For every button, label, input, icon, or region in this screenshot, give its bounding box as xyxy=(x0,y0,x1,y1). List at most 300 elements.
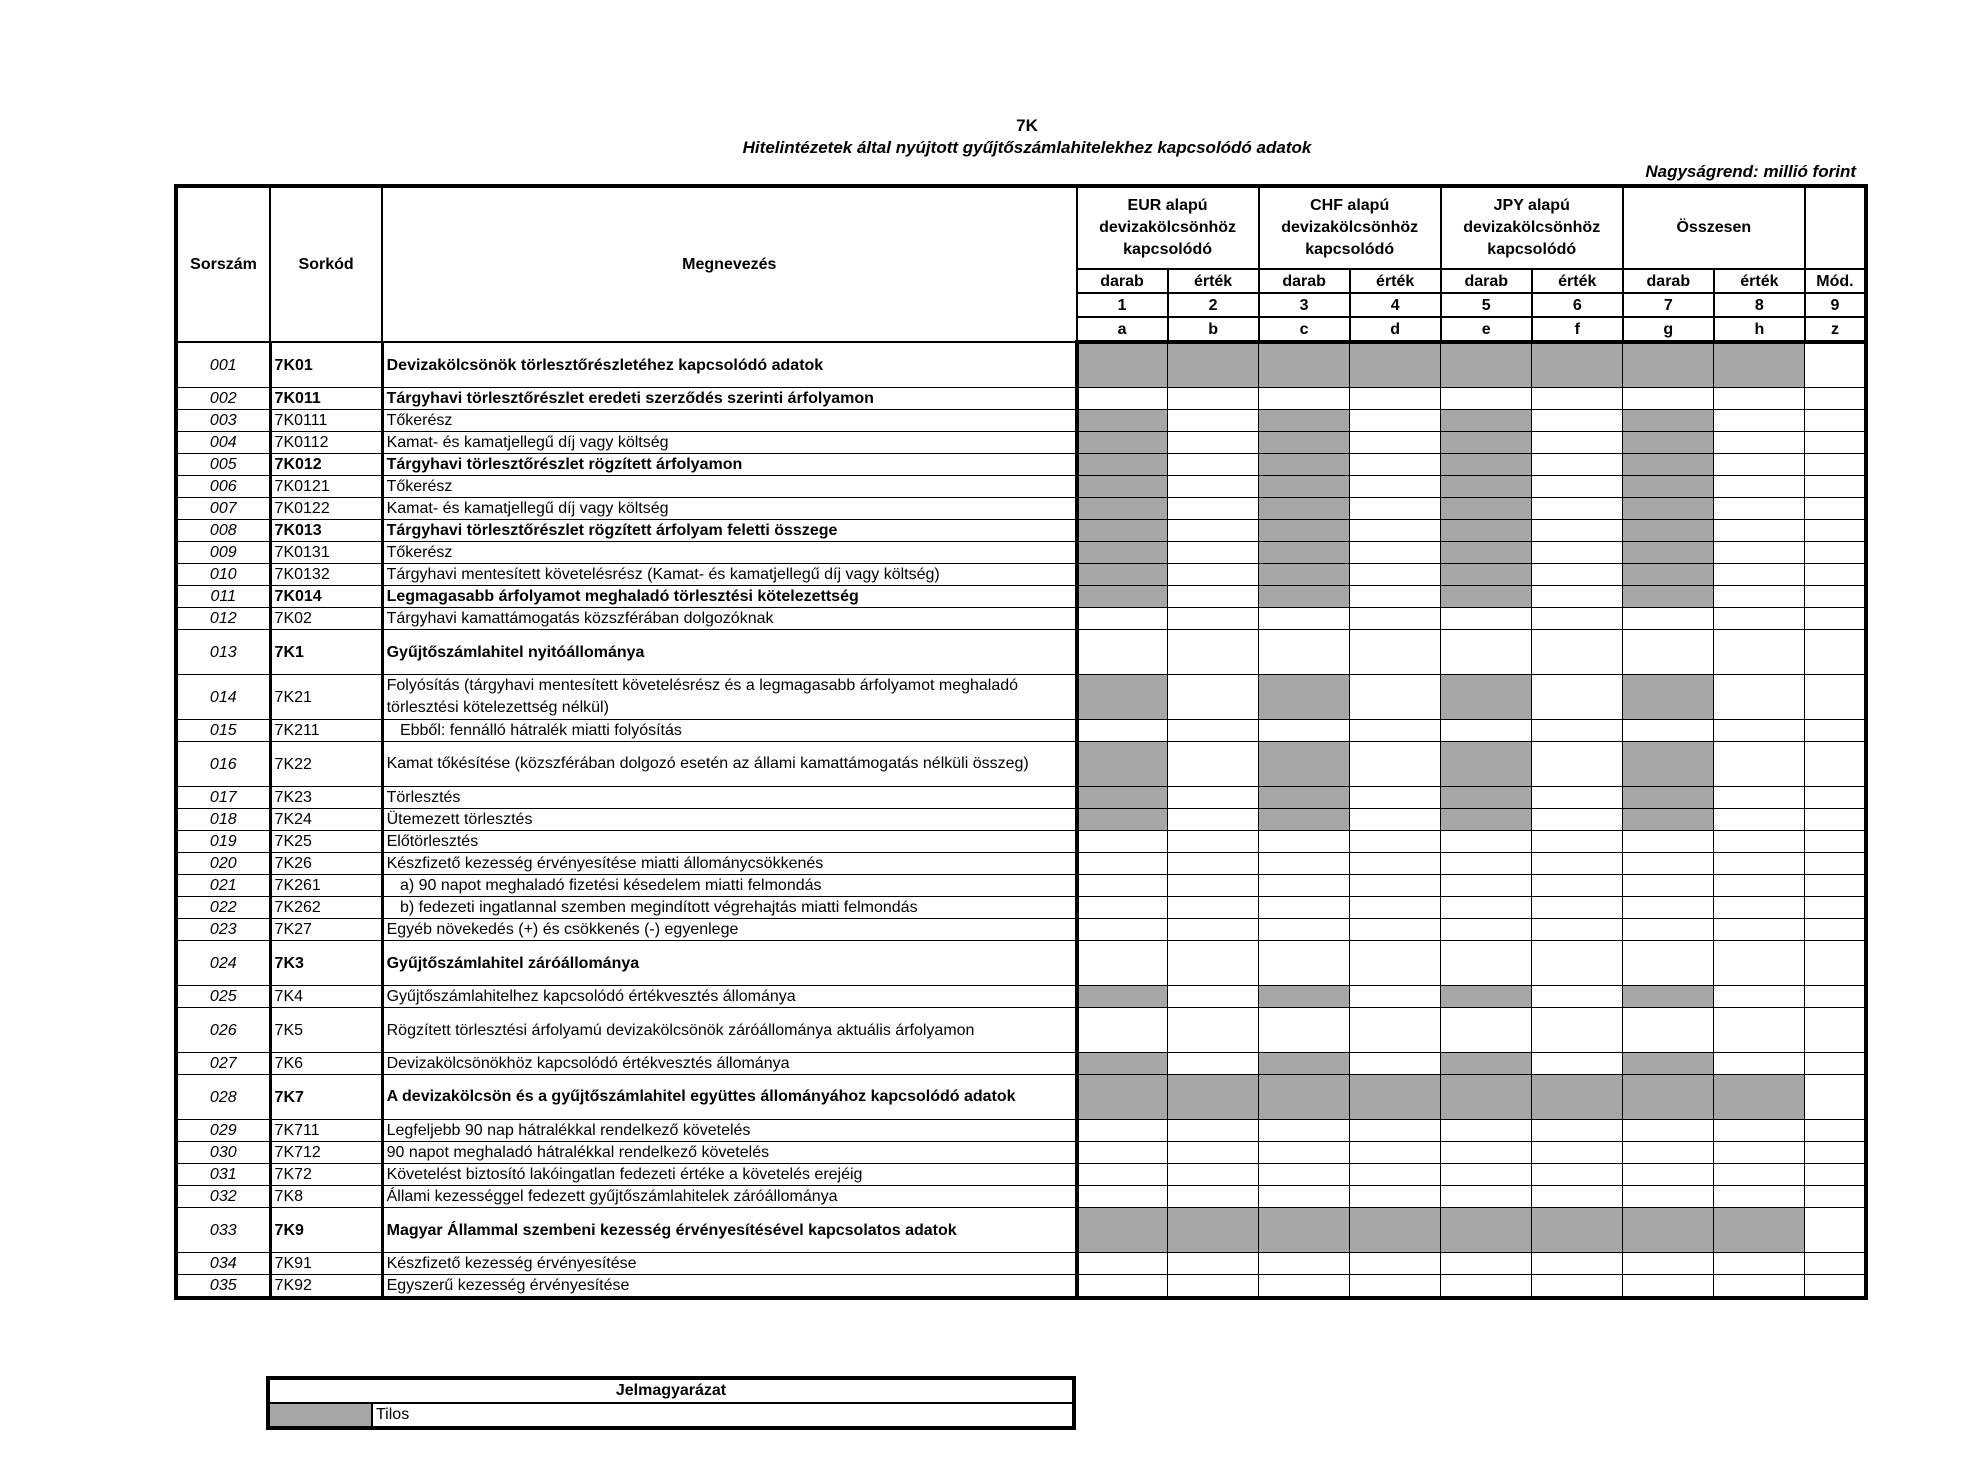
value-cell[interactable] xyxy=(1532,432,1623,454)
value-cell[interactable] xyxy=(1259,941,1350,986)
value-cell[interactable] xyxy=(1623,1186,1714,1208)
value-cell[interactable] xyxy=(1168,1008,1259,1053)
value-cell[interactable] xyxy=(1805,1164,1866,1186)
value-cell[interactable] xyxy=(1168,919,1259,941)
forbidden-cell xyxy=(1623,342,1714,388)
value-cell[interactable] xyxy=(1350,919,1441,941)
row-seq: 026 xyxy=(176,1008,270,1053)
value-cell[interactable] xyxy=(1532,586,1623,608)
value-cell[interactable] xyxy=(1714,1186,1805,1208)
value-cell[interactable] xyxy=(1168,630,1259,675)
col-letter-9: z xyxy=(1805,317,1866,342)
value-cell[interactable] xyxy=(1168,498,1259,520)
value-cell[interactable] xyxy=(1350,1008,1441,1053)
value-cell[interactable] xyxy=(1714,875,1805,897)
value-cell[interactable] xyxy=(1805,388,1866,410)
value-cell[interactable] xyxy=(1805,1053,1866,1075)
row-seq: 010 xyxy=(176,564,270,586)
value-cell[interactable] xyxy=(1805,742,1866,787)
value-cell[interactable] xyxy=(1077,608,1168,630)
value-cell[interactable] xyxy=(1623,897,1714,919)
value-cell[interactable] xyxy=(1441,919,1532,941)
value-cell[interactable] xyxy=(1168,809,1259,831)
forbidden-cell xyxy=(1441,787,1532,809)
row-seq: 030 xyxy=(176,1142,270,1164)
value-cell[interactable] xyxy=(1805,897,1866,919)
row-seq: 012 xyxy=(176,608,270,630)
forbidden-cell xyxy=(1441,586,1532,608)
value-cell[interactable] xyxy=(1714,897,1805,919)
value-cell[interactable] xyxy=(1077,1142,1168,1164)
value-cell[interactable] xyxy=(1623,1008,1714,1053)
value-cell[interactable] xyxy=(1805,542,1866,564)
row-code: 7K0132 xyxy=(270,564,382,586)
value-cell[interactable] xyxy=(1805,1008,1866,1053)
value-cell[interactable] xyxy=(1077,1253,1168,1275)
row-seq: 007 xyxy=(176,498,270,520)
value-cell[interactable] xyxy=(1350,875,1441,897)
row-seq: 013 xyxy=(176,630,270,675)
value-cell[interactable] xyxy=(1805,1275,1866,1299)
value-cell[interactable] xyxy=(1077,853,1168,875)
value-cell[interactable] xyxy=(1714,630,1805,675)
table-row xyxy=(176,498,1866,520)
value-cell[interactable] xyxy=(1441,941,1532,986)
row-name: Rögzített törlesztési árfolyamú devizakölcsönök záróállománya aktuális árfolyamon xyxy=(382,1008,1076,1053)
value-cell[interactable] xyxy=(1714,454,1805,476)
value-cell[interactable] xyxy=(1077,630,1168,675)
value-cell[interactable] xyxy=(1714,1142,1805,1164)
value-cell[interactable] xyxy=(1805,809,1866,831)
row-seq: 027 xyxy=(176,1053,270,1075)
value-cell[interactable] xyxy=(1441,1186,1532,1208)
value-cell[interactable] xyxy=(1714,720,1805,742)
value-cell[interactable] xyxy=(1259,919,1350,941)
table-row xyxy=(176,388,1866,410)
forbidden-cell xyxy=(1259,675,1350,720)
value-cell[interactable] xyxy=(1168,1186,1259,1208)
value-cell[interactable] xyxy=(1805,1253,1866,1275)
value-cell[interactable] xyxy=(1077,831,1168,853)
value-cell[interactable] xyxy=(1168,1275,1259,1299)
row-code: 7K014 xyxy=(270,586,382,608)
value-cell[interactable] xyxy=(1168,897,1259,919)
value-cell[interactable] xyxy=(1077,388,1168,410)
value-cell[interactable] xyxy=(1805,564,1866,586)
row-name: Tőkerész xyxy=(382,410,1076,432)
value-cell[interactable] xyxy=(1350,720,1441,742)
value-cell[interactable] xyxy=(1168,853,1259,875)
value-cell[interactable] xyxy=(1350,809,1441,831)
row-code: 7K262 xyxy=(270,897,382,919)
value-cell[interactable] xyxy=(1714,742,1805,787)
value-cell[interactable] xyxy=(1623,388,1714,410)
value-cell[interactable] xyxy=(1168,941,1259,986)
value-cell[interactable] xyxy=(1623,608,1714,630)
value-cell[interactable] xyxy=(1441,1142,1532,1164)
col-number-8: 8 xyxy=(1714,293,1805,317)
value-cell[interactable] xyxy=(1350,1275,1441,1299)
value-cell[interactable] xyxy=(1714,432,1805,454)
value-cell[interactable] xyxy=(1714,1053,1805,1075)
forbidden-cell xyxy=(1077,742,1168,787)
value-cell[interactable] xyxy=(1441,1120,1532,1142)
value-cell[interactable] xyxy=(1350,1142,1441,1164)
value-cell[interactable] xyxy=(1350,388,1441,410)
sub-header-9: Mód. xyxy=(1805,269,1866,293)
value-cell[interactable] xyxy=(1350,831,1441,853)
table-row xyxy=(176,586,1866,608)
value-cell[interactable] xyxy=(1259,1008,1350,1053)
forbidden-cell xyxy=(1714,1208,1805,1253)
forbidden-cell xyxy=(1441,1208,1532,1253)
value-cell[interactable] xyxy=(1714,986,1805,1008)
table-row xyxy=(176,564,1866,586)
value-cell[interactable] xyxy=(1350,941,1441,986)
value-cell[interactable] xyxy=(1441,1253,1532,1275)
value-cell[interactable] xyxy=(1350,986,1441,1008)
value-cell[interactable] xyxy=(1441,388,1532,410)
value-cell[interactable] xyxy=(1168,564,1259,586)
value-cell[interactable] xyxy=(1350,410,1441,432)
value-cell[interactable] xyxy=(1805,941,1866,986)
forbidden-cell xyxy=(1441,675,1532,720)
value-cell[interactable] xyxy=(1805,630,1866,675)
value-cell[interactable] xyxy=(1805,586,1866,608)
forbidden-cell xyxy=(1623,586,1714,608)
forbidden-cell xyxy=(1623,520,1714,542)
table-row xyxy=(176,342,1866,388)
table-row xyxy=(176,1053,1866,1075)
value-cell[interactable] xyxy=(1168,986,1259,1008)
value-cell[interactable] xyxy=(1259,720,1350,742)
row-seq: 005 xyxy=(176,454,270,476)
sub-header-1: darab xyxy=(1077,269,1168,293)
value-cell[interactable] xyxy=(1350,853,1441,875)
row-seq: 034 xyxy=(176,1253,270,1275)
value-cell[interactable] xyxy=(1168,831,1259,853)
table-row xyxy=(176,410,1866,432)
value-cell[interactable] xyxy=(1532,1164,1623,1186)
value-cell[interactable] xyxy=(1077,897,1168,919)
value-cell[interactable] xyxy=(1805,787,1866,809)
value-cell[interactable] xyxy=(1805,342,1866,388)
value-cell[interactable] xyxy=(1259,897,1350,919)
value-cell[interactable] xyxy=(1714,787,1805,809)
value-cell[interactable] xyxy=(1350,787,1441,809)
value-cell[interactable] xyxy=(1805,498,1866,520)
value-cell[interactable] xyxy=(1623,1253,1714,1275)
value-cell[interactable] xyxy=(1168,542,1259,564)
sub-header-6: érték xyxy=(1532,269,1623,293)
value-cell[interactable] xyxy=(1714,542,1805,564)
value-cell[interactable] xyxy=(1077,720,1168,742)
forbidden-cell xyxy=(1259,1075,1350,1120)
value-cell[interactable] xyxy=(1805,520,1866,542)
value-cell[interactable] xyxy=(1350,1164,1441,1186)
forbidden-cell xyxy=(1350,1208,1441,1253)
value-cell[interactable] xyxy=(1532,941,1623,986)
value-cell[interactable] xyxy=(1168,410,1259,432)
value-cell[interactable] xyxy=(1259,1275,1350,1299)
value-cell[interactable] xyxy=(1532,1008,1623,1053)
value-cell[interactable] xyxy=(1532,1142,1623,1164)
value-cell[interactable] xyxy=(1441,1008,1532,1053)
value-cell[interactable] xyxy=(1623,630,1714,675)
value-cell[interactable] xyxy=(1077,941,1168,986)
value-cell[interactable] xyxy=(1532,675,1623,720)
value-cell[interactable] xyxy=(1350,742,1441,787)
value-cell[interactable] xyxy=(1714,608,1805,630)
value-cell[interactable] xyxy=(1532,986,1623,1008)
value-cell[interactable] xyxy=(1623,720,1714,742)
value-cell[interactable] xyxy=(1532,630,1623,675)
forbidden-cell xyxy=(1077,809,1168,831)
value-cell[interactable] xyxy=(1168,1142,1259,1164)
value-cell[interactable] xyxy=(1168,1253,1259,1275)
row-code: 7K711 xyxy=(270,1120,382,1142)
value-cell[interactable] xyxy=(1714,498,1805,520)
value-cell[interactable] xyxy=(1532,897,1623,919)
value-cell[interactable] xyxy=(1259,1164,1350,1186)
value-cell[interactable] xyxy=(1168,787,1259,809)
value-cell[interactable] xyxy=(1623,941,1714,986)
value-cell[interactable] xyxy=(1350,1253,1441,1275)
value-cell[interactable] xyxy=(1532,564,1623,586)
value-cell[interactable] xyxy=(1350,608,1441,630)
value-cell[interactable] xyxy=(1805,454,1866,476)
value-cell[interactable] xyxy=(1714,941,1805,986)
value-cell[interactable] xyxy=(1168,875,1259,897)
value-cell[interactable] xyxy=(1623,875,1714,897)
value-cell[interactable] xyxy=(1805,919,1866,941)
value-cell[interactable] xyxy=(1805,432,1866,454)
value-cell[interactable] xyxy=(1805,1120,1866,1142)
header-group-chf: CHF alapú devizakölcsönhöz kapcsolódó xyxy=(1259,186,1441,269)
value-cell[interactable] xyxy=(1805,986,1866,1008)
col-number-5: 5 xyxy=(1441,293,1532,317)
row-name: Tárgyhavi kamattámogatás közszférában dolgozóknak xyxy=(382,608,1076,630)
value-cell[interactable] xyxy=(1259,1186,1350,1208)
value-cell[interactable] xyxy=(1714,1275,1805,1299)
value-cell[interactable] xyxy=(1077,1275,1168,1299)
forbidden-cell xyxy=(1441,342,1532,388)
value-cell[interactable] xyxy=(1168,1164,1259,1186)
value-cell[interactable] xyxy=(1805,1208,1866,1253)
value-cell[interactable] xyxy=(1714,831,1805,853)
value-cell[interactable] xyxy=(1714,476,1805,498)
value-cell[interactable] xyxy=(1532,388,1623,410)
forbidden-cell xyxy=(1623,809,1714,831)
value-cell[interactable] xyxy=(1441,1275,1532,1299)
value-cell[interactable] xyxy=(1532,787,1623,809)
row-seq: 017 xyxy=(176,787,270,809)
value-cell[interactable] xyxy=(1623,1120,1714,1142)
value-cell[interactable] xyxy=(1623,1164,1714,1186)
value-cell[interactable] xyxy=(1350,1186,1441,1208)
sub-header-4: érték xyxy=(1350,269,1441,293)
value-cell[interactable] xyxy=(1350,454,1441,476)
value-cell[interactable] xyxy=(1714,809,1805,831)
value-cell[interactable] xyxy=(1714,1164,1805,1186)
value-cell[interactable] xyxy=(1350,897,1441,919)
row-code: 7K5 xyxy=(270,1008,382,1053)
value-cell[interactable] xyxy=(1077,1186,1168,1208)
value-cell[interactable] xyxy=(1532,809,1623,831)
value-cell[interactable] xyxy=(1350,630,1441,675)
value-cell[interactable] xyxy=(1532,853,1623,875)
forbidden-cell xyxy=(1623,1075,1714,1120)
value-cell[interactable] xyxy=(1532,454,1623,476)
row-name: b) fedezeti ingatlannal szemben megindított végrehajtás miatti felmondás xyxy=(382,897,1076,919)
row-code: 7K261 xyxy=(270,875,382,897)
value-cell[interactable] xyxy=(1532,608,1623,630)
value-cell[interactable] xyxy=(1714,675,1805,720)
value-cell[interactable] xyxy=(1532,875,1623,897)
value-cell[interactable] xyxy=(1168,1053,1259,1075)
row-name: Legmagasabb árfolyamot meghaladó törlesztési kötelezettség xyxy=(382,586,1076,608)
value-cell[interactable] xyxy=(1350,1053,1441,1075)
value-cell[interactable] xyxy=(1532,831,1623,853)
value-cell[interactable] xyxy=(1077,875,1168,897)
value-cell[interactable] xyxy=(1441,853,1532,875)
value-cell[interactable] xyxy=(1714,1253,1805,1275)
value-cell[interactable] xyxy=(1805,875,1866,897)
forbidden-cell xyxy=(1077,675,1168,720)
value-cell[interactable] xyxy=(1532,520,1623,542)
row-code: 7K4 xyxy=(270,986,382,1008)
value-cell[interactable] xyxy=(1259,608,1350,630)
value-cell[interactable] xyxy=(1350,586,1441,608)
value-cell[interactable] xyxy=(1805,1142,1866,1164)
value-cell[interactable] xyxy=(1350,498,1441,520)
forbidden-cell xyxy=(1077,586,1168,608)
value-cell[interactable] xyxy=(1350,520,1441,542)
row-code: 7K0131 xyxy=(270,542,382,564)
row-name: Devizakölcsönökhöz kapcsolódó értékvesztés állománya xyxy=(382,1053,1076,1075)
value-cell[interactable] xyxy=(1714,564,1805,586)
value-cell[interactable] xyxy=(1168,476,1259,498)
value-cell[interactable] xyxy=(1168,454,1259,476)
value-cell[interactable] xyxy=(1077,919,1168,941)
value-cell[interactable] xyxy=(1168,742,1259,787)
value-cell[interactable] xyxy=(1805,831,1866,853)
value-cell[interactable] xyxy=(1532,410,1623,432)
value-cell[interactable] xyxy=(1168,388,1259,410)
forbidden-cell xyxy=(1441,1075,1532,1120)
value-cell[interactable] xyxy=(1532,1120,1623,1142)
value-cell[interactable] xyxy=(1441,875,1532,897)
value-cell[interactable] xyxy=(1441,897,1532,919)
value-cell[interactable] xyxy=(1805,1186,1866,1208)
forbidden-cell xyxy=(1441,520,1532,542)
value-cell[interactable] xyxy=(1805,410,1866,432)
value-cell[interactable] xyxy=(1077,1120,1168,1142)
value-cell[interactable] xyxy=(1077,1164,1168,1186)
value-cell[interactable] xyxy=(1805,675,1866,720)
row-seq: 001 xyxy=(176,342,270,388)
value-cell[interactable] xyxy=(1168,720,1259,742)
value-cell[interactable] xyxy=(1714,1008,1805,1053)
value-cell[interactable] xyxy=(1350,432,1441,454)
value-cell[interactable] xyxy=(1350,675,1441,720)
value-cell[interactable] xyxy=(1714,919,1805,941)
forbidden-cell xyxy=(1077,432,1168,454)
value-cell[interactable] xyxy=(1532,542,1623,564)
value-cell[interactable] xyxy=(1714,586,1805,608)
report-title: Hitelintézetek által nyújtott gyűjtőszámlahitelekhez kapcsolódó adatok xyxy=(742,138,1312,157)
value-cell[interactable] xyxy=(1259,1120,1350,1142)
value-cell[interactable] xyxy=(1805,608,1866,630)
value-cell[interactable] xyxy=(1259,388,1350,410)
value-cell[interactable] xyxy=(1623,1275,1714,1299)
value-cell[interactable] xyxy=(1168,586,1259,608)
value-cell[interactable] xyxy=(1623,1142,1714,1164)
table-row xyxy=(176,432,1866,454)
value-cell[interactable] xyxy=(1532,919,1623,941)
value-cell[interactable] xyxy=(1441,1164,1532,1186)
value-cell[interactable] xyxy=(1805,476,1866,498)
value-cell[interactable] xyxy=(1350,476,1441,498)
value-cell[interactable] xyxy=(1532,742,1623,787)
value-cell[interactable] xyxy=(1168,432,1259,454)
value-cell[interactable] xyxy=(1077,1008,1168,1053)
value-cell[interactable] xyxy=(1168,1120,1259,1142)
value-cell[interactable] xyxy=(1259,1253,1350,1275)
value-cell[interactable] xyxy=(1259,630,1350,675)
value-cell[interactable] xyxy=(1532,476,1623,498)
value-cell[interactable] xyxy=(1168,675,1259,720)
value-cell[interactable] xyxy=(1350,542,1441,564)
value-cell[interactable] xyxy=(1714,388,1805,410)
value-cell[interactable] xyxy=(1623,919,1714,941)
value-cell[interactable] xyxy=(1441,831,1532,853)
forbidden-cell xyxy=(1168,1208,1259,1253)
value-cell[interactable] xyxy=(1805,720,1866,742)
value-cell[interactable] xyxy=(1532,1275,1623,1299)
value-cell[interactable] xyxy=(1259,831,1350,853)
value-cell[interactable] xyxy=(1532,1186,1623,1208)
value-cell[interactable] xyxy=(1350,564,1441,586)
value-cell[interactable] xyxy=(1350,1120,1441,1142)
value-cell[interactable] xyxy=(1714,853,1805,875)
table-row xyxy=(176,897,1866,919)
value-cell[interactable] xyxy=(1441,720,1532,742)
value-cell[interactable] xyxy=(1714,1120,1805,1142)
value-cell[interactable] xyxy=(1714,410,1805,432)
value-cell[interactable] xyxy=(1259,853,1350,875)
row-code: 7K211 xyxy=(270,720,382,742)
value-cell[interactable] xyxy=(1168,520,1259,542)
value-cell[interactable] xyxy=(1805,853,1866,875)
value-cell[interactable] xyxy=(1168,608,1259,630)
value-cell[interactable] xyxy=(1532,498,1623,520)
value-cell[interactable] xyxy=(1532,1253,1623,1275)
value-cell[interactable] xyxy=(1714,520,1805,542)
value-cell[interactable] xyxy=(1441,608,1532,630)
value-cell[interactable] xyxy=(1259,1142,1350,1164)
value-cell[interactable] xyxy=(1532,1053,1623,1075)
row-name: Ütemezett törlesztés xyxy=(382,809,1076,831)
value-cell[interactable] xyxy=(1805,1075,1866,1120)
value-cell[interactable] xyxy=(1623,853,1714,875)
value-cell[interactable] xyxy=(1623,831,1714,853)
value-cell[interactable] xyxy=(1259,875,1350,897)
value-cell[interactable] xyxy=(1532,720,1623,742)
value-cell[interactable] xyxy=(1441,630,1532,675)
table-row xyxy=(176,608,1866,630)
col-letter-7: g xyxy=(1623,317,1714,342)
